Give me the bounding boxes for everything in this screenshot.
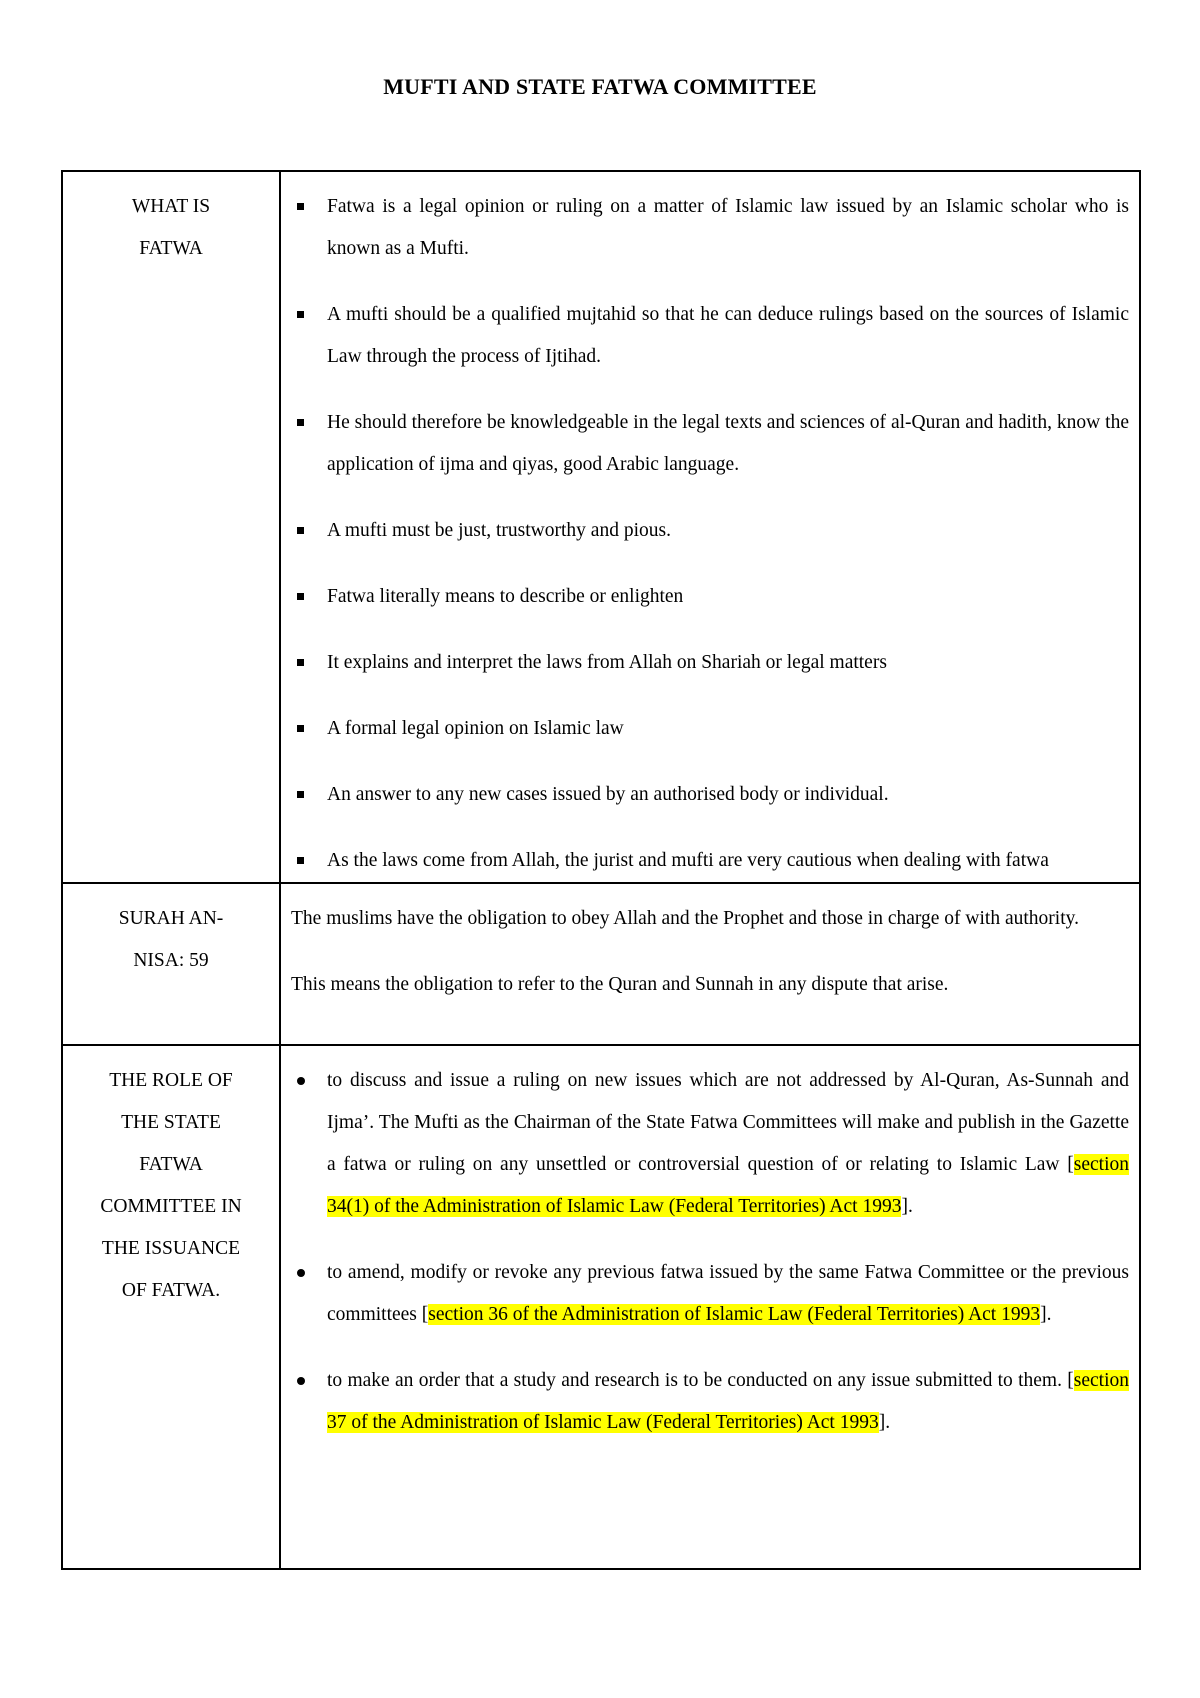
list-item: A mufti must be just, trustworthy and pious. [291, 510, 1129, 552]
row-label-cell [62, 883, 280, 1045]
table-row-surah-an-nisa [62, 883, 1140, 1045]
list-item [291, 1252, 1129, 1336]
bullet-list [291, 186, 1129, 882]
list-item: Fatwa literally means to describe or enlighten [291, 576, 1129, 618]
table-row-role-of-committee [62, 1045, 1140, 1569]
paragraph: The muslims have the obligation to obey Allah and the Prophet and those in charge of with authority. [291, 908, 1079, 929]
row-label-line: THE ISSUANCE [101, 1238, 241, 1259]
item-text-after: ]. [1040, 1304, 1052, 1325]
row-label-cell [62, 1045, 280, 1569]
row-label-line: COMMITTEE IN [100, 1196, 242, 1217]
row-label-line: OF FATWA. [121, 1280, 221, 1301]
row-label-cell [62, 171, 280, 883]
list-item: Fatwa is a legal opinion or ruling on a matter of Islamic law issued by an Islamic scholar who is known as a Mufti. [291, 186, 1129, 270]
list-item [291, 1360, 1129, 1444]
row-label-line: FATWA [139, 1154, 203, 1175]
row-label [71, 1060, 271, 1312]
row-content-cell [280, 171, 1140, 883]
paragraph: This means the obligation to refer to the Quran and Sunnah in any dispute that arise. [291, 974, 949, 995]
list-item: He should therefore be knowledgeable in the legal texts and sciences of al-Quran and hadith, know the application of ijma and qiyas, good Arabic language. [291, 402, 1129, 486]
highlighted-citation: section 37 of the Administration of Islamic Law (Federal Territories) Act 1993 [327, 1370, 1129, 1433]
row-label-line: WHAT IS [131, 196, 211, 217]
row-label-line: SURAH AN- [118, 908, 224, 929]
item-text-after: ]. [901, 1196, 913, 1217]
item-text: to amend, modify or revoke any previous fatwa issued by the same Fatwa Committee or the previous committees [ [327, 1262, 1129, 1325]
row-label-line: FATWA [139, 238, 203, 259]
fatwa-table [61, 170, 1141, 1570]
bullet-list [291, 1060, 1129, 1444]
list-item: As the laws come from Allah, the jurist and mufti are very cautious when dealing with fatwa [291, 840, 1129, 882]
table-row-what-is-fatwa [62, 171, 1140, 883]
row-label [71, 898, 271, 982]
highlighted-citation: section 34(1) of the Administration of Islamic Law (Federal Territories) Act 1993 [327, 1154, 1129, 1217]
row-label-line: THE ROLE OF [109, 1070, 233, 1091]
page-title: MUFTI AND STATE FATWA COMMITTEE [383, 74, 817, 99]
list-item: It explains and interpret the laws from Allah on Shariah or legal matters [291, 642, 1129, 684]
row-content-cell [280, 883, 1140, 1045]
item-text: to discuss and issue a ruling on new issues which are not addressed by Al-Quran, As-Sunnah and Ijma’. The Mufti as the Chairman of the State Fatwa Committees will make and publish in the Gazette a fatwa or ruling on any unsettled or controversial question of or relating to Islamic Law [ [327, 1070, 1129, 1175]
list-item [291, 1060, 1129, 1228]
row-content-cell [280, 1045, 1140, 1569]
item-text-after: ]. [878, 1412, 891, 1433]
highlighted-citation: section 36 of the Administration of Islamic Law (Federal Territories) Act 1993 [428, 1304, 1041, 1325]
list-item: An answer to any new cases issued by an authorised body or individual. [291, 774, 1129, 816]
row-label-line: THE STATE [121, 1112, 221, 1133]
row-label-line: NISA: 59 [133, 950, 209, 971]
item-text: to make an order that a study and research is to be conducted on any issue submitted to them. [ [327, 1370, 1074, 1391]
row-label [71, 186, 271, 270]
list-item: A formal legal opinion on Islamic law [291, 708, 1129, 750]
list-item: A mufti should be a qualified mujtahid so that he can deduce rulings based on the sources of Islamic Law through the process of Ijtihad. [291, 294, 1129, 378]
